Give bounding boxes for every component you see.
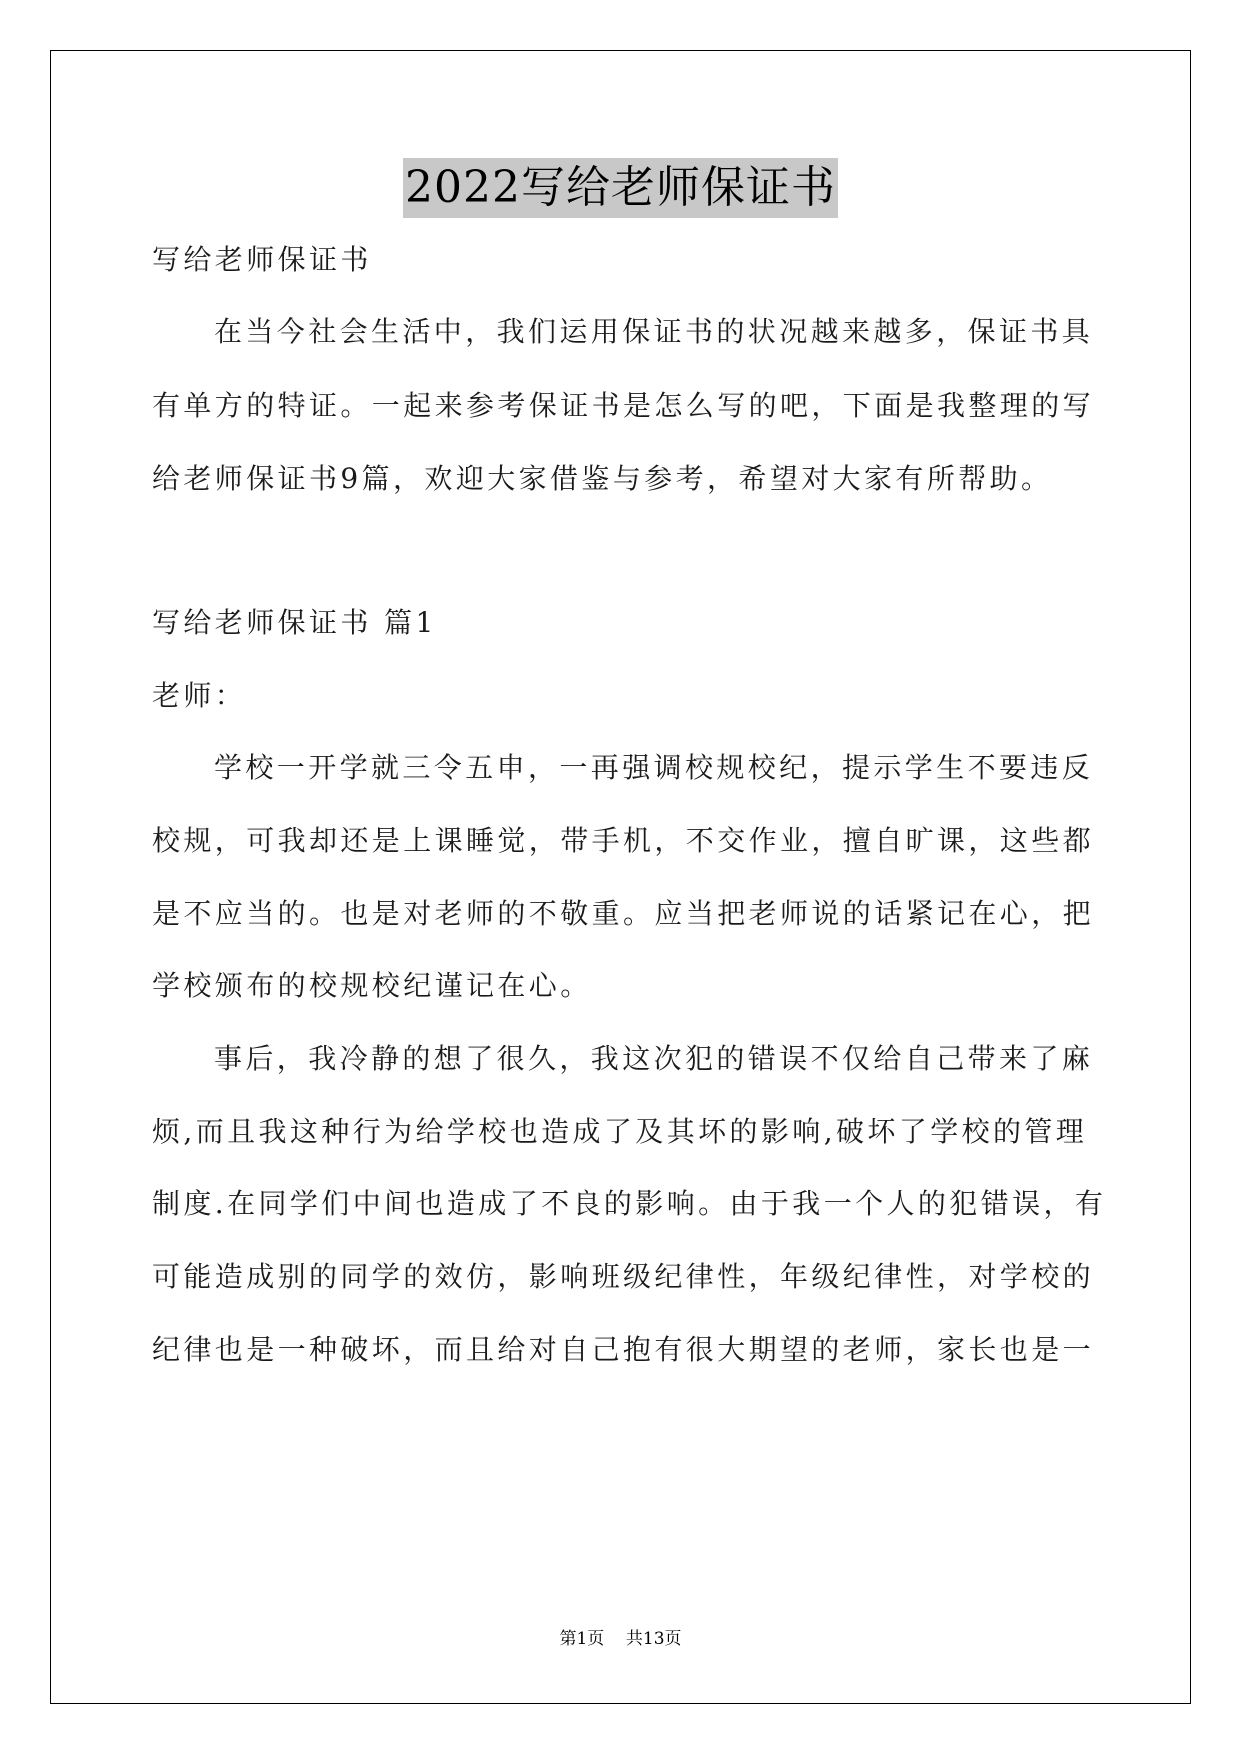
salutation: 老师： <box>152 679 247 712</box>
intro-line: 给老师保证书9篇，欢迎大家借鉴与参考，希望对大家有所帮助。 <box>152 462 1053 495</box>
paragraph-line: 可能造成别的同学的效仿，影响班级纪律性，年级纪律性，对学校的 <box>152 1260 1095 1293</box>
title-container <box>0 158 1241 218</box>
page-footer <box>0 1627 1241 1651</box>
intro-line: 在当今社会生活中，我们运用保证书的状况越来越多，保证书具 <box>214 315 1094 348</box>
paragraph-line: 是不应当的。也是对老师的不敬重。应当把老师说的话紧记在心，把 <box>152 897 1095 930</box>
document-title: 2022写给老师保证书 <box>403 158 838 218</box>
paragraph-line: 校规，可我却还是上课睡觉，带手机，不交作业，擅自旷课，这些都 <box>152 824 1095 857</box>
page-border <box>50 50 1191 1704</box>
paragraph-line: 烦,而且我这种行为给学校也造成了及其坏的影响,破坏了学校的管理 <box>152 1115 1088 1148</box>
paragraph-line: 纪律也是一种破坏，而且给对自己抱有很大期望的老师，家长也是一 <box>152 1333 1095 1366</box>
subtitle: 写给老师保证书 <box>152 243 372 276</box>
page-total: 共13页 <box>625 1629 682 1649</box>
page-number: 第1页 <box>559 1629 605 1649</box>
intro-line: 有单方的特证。一起来参考保证书是怎么写的吧，下面是我整理的写 <box>152 389 1095 422</box>
paragraph-line: 制度.在同学们中间也造成了不良的影响。由于我一个人的犯错误，有 <box>152 1187 1107 1220</box>
paragraph-line: 学校一开学就三令五申，一再强调校规校纪，提示学生不要违反 <box>214 751 1094 784</box>
section-heading: 写给老师保证书 篇1 <box>152 606 437 639</box>
paragraph-line: 事后，我冷静的想了很久，我这次犯的错误不仅给自己带来了麻 <box>214 1042 1094 1075</box>
paragraph-line: 学校颁布的校规校纪谨记在心。 <box>152 969 592 1002</box>
